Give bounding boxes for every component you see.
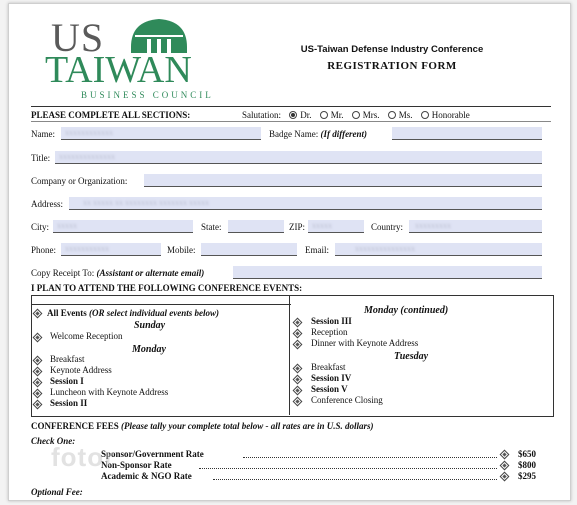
zip-field[interactable]: [308, 220, 364, 233]
title-label: Title:: [31, 153, 51, 163]
name-value: xxxxxxxxxxxx: [65, 128, 113, 137]
company-field[interactable]: [144, 174, 542, 187]
radio-honorable-label: Honorable: [431, 110, 470, 120]
country-label: Country:: [371, 222, 404, 232]
event-checkbox[interactable]: [293, 375, 300, 382]
state-field[interactable]: [228, 220, 284, 233]
rate-leader: [213, 479, 497, 480]
city-field[interactable]: [53, 220, 193, 233]
radio-ms[interactable]: [388, 111, 396, 119]
email-value: xxxxxxxxxxxxxxx: [355, 244, 415, 253]
phone-value: xxxxxxxxxxx: [65, 244, 109, 253]
logo-us-text: US: [51, 15, 105, 60]
event-checkbox[interactable]: [33, 367, 40, 374]
event-checkbox[interactable]: [33, 356, 40, 363]
day-monday: Monday: [132, 344, 166, 355]
events-heading: I PLAN TO ATTEND THE FOLLOWING CONFERENCE EVENTS:: [31, 283, 303, 293]
rate-nonsponsor-price: $800: [518, 460, 536, 470]
title-field[interactable]: [55, 151, 542, 164]
company-label: Company or Organization:: [31, 176, 128, 186]
rate-leader: [243, 457, 497, 458]
radio-mrs[interactable]: [352, 111, 360, 119]
event-checkbox[interactable]: [33, 333, 40, 340]
event-luncheon: Luncheon with Keynote Address: [50, 387, 169, 397]
radio-mr-label: Mr.: [330, 110, 344, 120]
zip-label: ZIP:: [289, 222, 306, 232]
badge-label: Badge Name: (If different): [269, 129, 368, 139]
salutation-group: [242, 110, 470, 120]
conference-title: US-Taiwan Defense Industry Conference: [300, 44, 484, 55]
events-left-divider: [31, 304, 291, 305]
rate-leader: [199, 468, 497, 469]
rate-academic-price: $295: [518, 471, 536, 481]
radio-ms-label: Ms.: [398, 110, 413, 120]
rate-sponsor-price: $650: [518, 449, 536, 459]
event-checkbox[interactable]: [33, 378, 40, 385]
address-label: Address:: [31, 199, 63, 209]
radio-mrs-label: Mrs.: [362, 110, 380, 120]
email-field[interactable]: [335, 243, 542, 256]
receipt-label: Copy Receipt To: (Assistant or alternate email): [31, 268, 205, 278]
mobile-field[interactable]: [201, 243, 297, 256]
city-value: xxxxx: [57, 221, 77, 230]
fees-heading: CONFERENCE FEES (Please tally your complete total below - all rates are in U.S. dollars): [31, 421, 374, 431]
name-label: Name:: [31, 129, 55, 139]
zip-value: xxxxx: [312, 221, 332, 230]
event-checkbox[interactable]: [33, 400, 40, 407]
sections-divider: [31, 121, 551, 122]
events-column-divider: [289, 295, 290, 415]
event-session-4: Session IV: [311, 373, 352, 383]
email-label: Email:: [305, 245, 329, 255]
event-welcome-reception: Welcome Reception: [50, 331, 123, 341]
state-label: State:: [201, 222, 222, 232]
rate-checkbox[interactable]: [500, 472, 507, 479]
event-session-1: Session I: [50, 376, 84, 386]
event-session-2: Session II: [50, 398, 88, 408]
rate-sponsor-label: Sponsor/Government Rate: [101, 449, 204, 459]
city-label: City:: [31, 222, 50, 232]
event-breakfast: Breakfast: [50, 354, 85, 364]
address-field[interactable]: [69, 197, 542, 210]
event-dinner-keynote: Dinner with Keynote Address: [311, 338, 419, 348]
event-session-3: Session III: [311, 316, 352, 326]
address-value: xx xxxxx xx xxxxxxxx xxxxxxx xxxxx: [83, 198, 209, 207]
header-divider: [31, 106, 551, 107]
rate-academic-label: Academic & NGO Rate: [101, 471, 192, 481]
event-checkbox[interactable]: [293, 318, 300, 325]
event-checkbox[interactable]: [33, 389, 40, 396]
optional-fee-label: Optional Fee:: [31, 487, 83, 497]
radio-mr[interactable]: [320, 111, 328, 119]
mobile-label: Mobile:: [167, 245, 196, 255]
event-keynote-address: Keynote Address: [50, 365, 112, 375]
form-title: REGISTRATION FORM: [327, 60, 457, 72]
rate-checkbox[interactable]: [500, 461, 507, 468]
country-value: xxxxxxxxx: [415, 221, 451, 230]
event-tuesday-breakfast: Breakfast: [311, 362, 346, 372]
event-session-5: Session V: [311, 384, 348, 394]
day-monday-continued: Monday (continued): [364, 305, 449, 316]
rate-checkbox[interactable]: [500, 450, 507, 457]
event-reception: Reception: [311, 327, 348, 337]
salutation-label: Salutation:: [242, 110, 281, 120]
sections-label: PLEASE COMPLETE ALL SECTIONS:: [31, 110, 191, 120]
event-checkbox[interactable]: [293, 364, 300, 371]
name-field[interactable]: [61, 127, 261, 140]
event-checkbox[interactable]: [293, 386, 300, 393]
radio-dr[interactable]: [289, 111, 297, 119]
logo-business-council-text: BUSINESS COUNCIL: [81, 90, 214, 100]
check-one-label: Check One:: [31, 436, 76, 446]
phone-field[interactable]: [61, 243, 161, 256]
registration-form-page: [8, 3, 571, 501]
phone-label: Phone:: [31, 245, 57, 255]
all-events-checkbox[interactable]: [33, 309, 40, 316]
event-checkbox[interactable]: [293, 397, 300, 404]
event-conference-closing: Conference Closing: [311, 395, 383, 405]
logo-taiwan-text: TAIWAN: [45, 49, 192, 91]
badge-field[interactable]: [392, 127, 542, 140]
event-checkbox[interactable]: [293, 329, 300, 336]
event-checkbox[interactable]: [293, 340, 300, 347]
radio-dr-label: Dr.: [300, 110, 312, 120]
receipt-field[interactable]: [233, 266, 542, 279]
radio-honorable[interactable]: [421, 111, 429, 119]
title-value: xxxxxxxxxxxxxx: [59, 152, 115, 161]
day-tuesday: Tuesday: [394, 351, 429, 362]
rate-nonsponsor-label: Non-Sponsor Rate: [101, 460, 172, 470]
all-events-label: All Events (OR select individual events below): [47, 308, 219, 318]
country-field[interactable]: [409, 220, 542, 233]
fotor-watermark: fotor: [51, 442, 116, 472]
day-sunday: Sunday: [134, 320, 166, 331]
